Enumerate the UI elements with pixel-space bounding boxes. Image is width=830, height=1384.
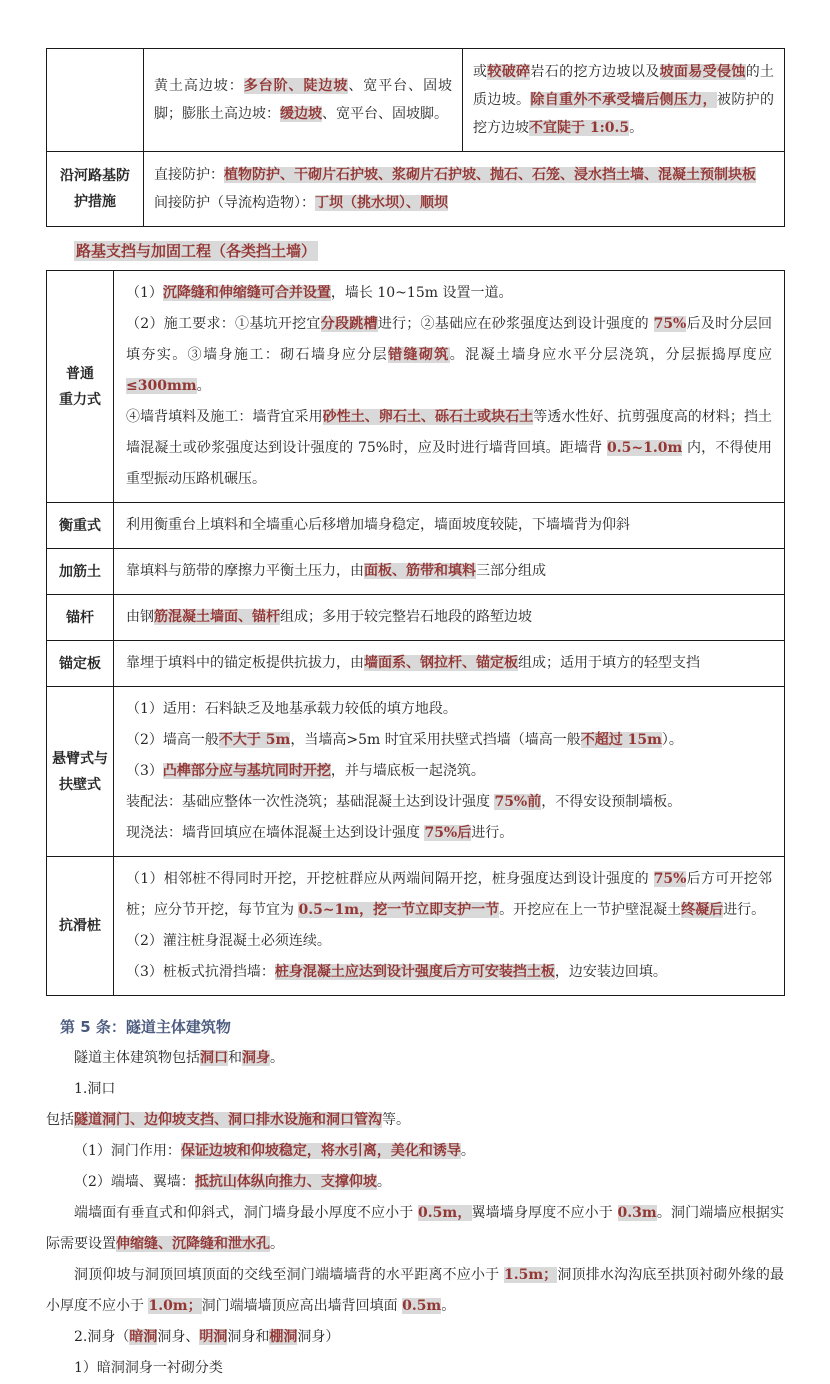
paragraph: 1）暗洞洞身一衬砌分类 [74, 1360, 223, 1376]
paragraph: ④墙背填料及施工：墙背宜采用砂性土、卵石土、砾石土或块石土等透水性好、抗剪强度高的材料；挡土墙混凝土或砂浆强度达到设计强度的 75%时，应及时进行墙背回填。距墙背 0.5~1.0m 内，不得使用重型振动压路机碾压。 [126, 409, 773, 487]
table-row [47, 271, 785, 503]
paragraph: 隧道主体建筑物包括洞口和洞身。 [74, 1050, 284, 1066]
paragraph: 由钢筋混凝土墙面、锚杆组成；多用于较完整岩石地段的路堑边坡 [126, 609, 532, 625]
table-row [47, 595, 785, 641]
table-row [47, 152, 785, 227]
row-label-cantilever: 悬臂式与 扶壁式 [47, 687, 114, 857]
rock-slope-cell: 或较破碎岩石的挖方边坡以及坡面易受侵蚀的土质边坡。除自重外不承受墙后侧压力，被防护的挖方边坡不宜陡于 1:0.5。 [463, 49, 785, 152]
paragraph: （1）洞门作用：保证边坡和仰坡稳定，将水引离，美化和诱导。 [74, 1143, 475, 1159]
anti-slide-pile-cell [114, 857, 785, 996]
indirect-protection-line: 间接防护（导流构造物）：丁坝（挑水坝）、顺坝 [154, 195, 448, 211]
table-row [47, 549, 785, 595]
loess-slope-cell: 黄土高边坡：多台阶、陡边坡、宽平台、固坡脚；膨胀土高边坡：缓边坡、宽平台、固坡脚。 [144, 49, 463, 152]
anchor-plate-cell [114, 641, 785, 687]
row-label-empty [47, 49, 144, 152]
row-label-anchor-plate: 锚定板 [47, 641, 114, 687]
table-row [47, 687, 785, 857]
paragraph: 1.洞口 [74, 1081, 116, 1097]
gravity-wall-cell [114, 271, 785, 503]
paragraph: （3）桩板式抗滑挡墙：桩身混凝土应达到设计强度后方可安装挡土板，边安装边回填。 [126, 964, 667, 980]
cantilever-cell [114, 687, 785, 857]
river-protection-cell [144, 152, 785, 227]
row-label-river-protection: 沿河路基防 护措施 [47, 152, 144, 227]
paragraph: 包括隧道洞门、边仰坡支挡、洞口排水设施和洞口管沟等。 [46, 1112, 410, 1128]
row-label-anchor-rod: 锚杆 [47, 595, 114, 641]
row-label-reinforced-earth: 加筋土 [47, 549, 114, 595]
paragraph: （2）端墙、翼墙：抵抗山体纵向推力、支撑仰坡。 [74, 1174, 391, 1190]
retaining-wall-table [46, 270, 785, 996]
table-row [47, 641, 785, 687]
table-row [47, 49, 785, 152]
paragraph: （1）相邻桩不得同时开挖，开挖桩群应从两端间隔开挖，桩身强度达到设计强度的 75%后方可开挖邻桩；应分节开挖，每节宜为 0.5~1m，挖一节立即支护一节。开挖应在上一节护壁混凝土终凝后进行。 [126, 871, 773, 918]
slope-protection-table [46, 48, 785, 227]
paragraph: 2.洞身（暗洞洞身、明洞洞身和棚洞洞身） [74, 1329, 340, 1345]
table-row [47, 857, 785, 996]
paragraph: （3）凸榫部分应与基坑同时开挖，并与墙底板一起浇筑。 [126, 763, 485, 779]
paragraph: （1）适用：石料缺乏及地基承载力较低的填方地段。 [126, 701, 457, 717]
paragraph: （2）墙高一般不大于 5m，当墙高>5m 时宜采用扶壁式挡墙（墙高一般不超过 15m）。 [126, 732, 683, 748]
paragraph: 装配法：基础应整体一次性浇筑；基础混凝土达到设计强度 75%前，不得安设预制墙板。 [126, 794, 682, 810]
row-label-anti-slide-pile: 抗滑桩 [47, 857, 114, 996]
row-label-balance-weight: 衡重式 [47, 503, 114, 549]
paragraph: 靠填料与筋带的摩擦力平衡土压力，由面板、筋带和填料三部分组成 [126, 563, 546, 579]
paragraph: 端墙面有垂直式和仰斜式，洞门墙身最小厚度不应小于 0.5m，翼墙墙身厚度不应小于 0.3m。洞门端墙应根据实际需要设置伸缩缝、沉降缝和泄水孔。 [46, 1205, 785, 1252]
paragraph: （1）沉降缝和伸缩缝可合并设置，墙长 10~15m 设置一道。 [126, 285, 513, 301]
paragraph: 靠埋于填料中的锚定板提供抗拔力，由墙面系、钢拉杆、锚定板组成；适用于填方的轻型支挡 [126, 655, 700, 671]
balance-weight-cell [114, 503, 785, 549]
paragraph: （2）灌注桩身混凝土必须连续。 [126, 933, 331, 949]
row-label-gravity: 普通 重力式 [47, 271, 114, 503]
reinforced-earth-cell [114, 549, 785, 595]
direct-protection-line: 直接防护：植物防护、干砌片石护坡、浆砌片石护坡、抛石、石笼、浸水挡土墙、混凝土预制块板 [154, 167, 756, 183]
section-heading: 路基支挡与加固工程（各类挡土墙） [76, 242, 317, 260]
anchor-rod-cell [114, 595, 785, 641]
paragraph: 现浇法：墙背回填应在墙体混凝土达到设计强度 75%后进行。 [126, 825, 514, 841]
paragraph: 利用衡重台上填料和全墙重心后移增加墙身稳定，墙面坡度较陡，下墙墙背为仰斜 [126, 517, 630, 533]
clause-body [46, 1043, 784, 1384]
clause-heading: 第 5 条：隧道主体建筑物 [60, 1018, 231, 1036]
table-row [47, 503, 785, 549]
paragraph: 洞顶仰坡与洞顶回填顶面的交线至洞门端墙墙背的水平距离不应小于 1.5m；洞顶排水沟沟底至拱顶衬砌外缘的最小厚度不应小于 1.0m；洞门端墙墙顶应高出墙背回填面 0.5m。 [46, 1267, 785, 1314]
paragraph: （2）施工要求：①基坑开挖宜分段跳槽进行；②基础应在砂浆强度达到设计强度的 75%后及时分层回填夯实。③墙身施工：砌石墙身应分层错缝砌筑。混凝土墙身应水平分层浇筑，分层振捣厚度应≤300mm。 [126, 316, 773, 394]
